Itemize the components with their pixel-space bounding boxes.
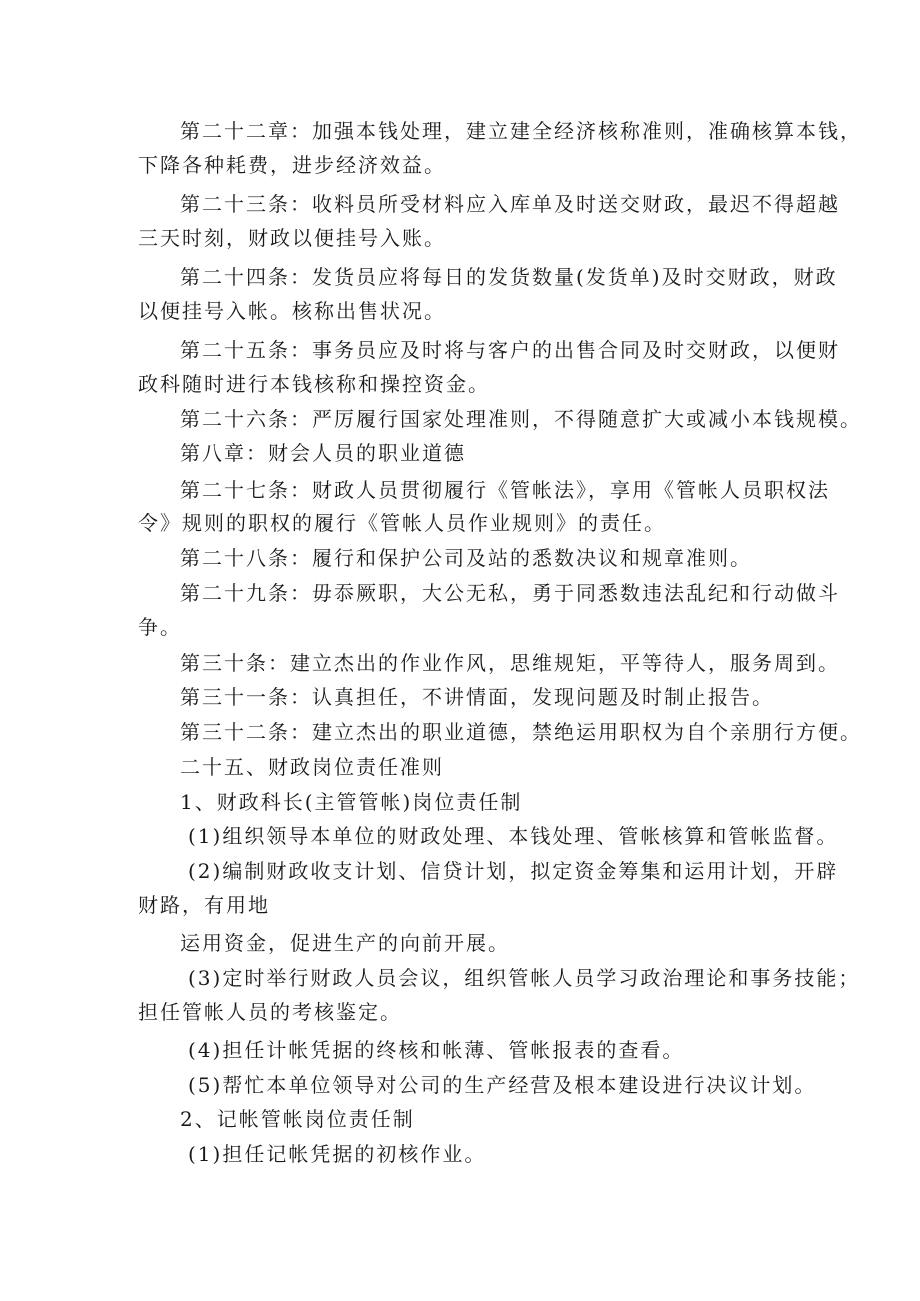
paragraph-line: 令》规则的职权的履行《管帐人员作业规则》的责任。 <box>138 511 666 535</box>
paragraph-line: 运用资金，促进生产的向前开展。 <box>180 931 510 955</box>
paragraph-line: 第二十七条：财政人员贯彻履行《管帐法》，享用《管帐人员职权法 <box>180 478 830 502</box>
paragraph-line: 第二十四条：发货员应将每日的发货数量(发货单)及时交财政，财政 <box>180 265 838 289</box>
paragraph-line: 第二十六条：严厉履行国家处理准则，不得随意扩大或减小本钱规模。 <box>180 407 862 431</box>
paragraph-line: 第三十二条：建立杰出的职业道德，禁绝运用职权为自个亲朋行方便。 <box>180 720 862 744</box>
paragraph-line: 下降各种耗费，进步经济效益。 <box>138 153 446 177</box>
paragraph-line: 第二十五条：事务员应及时将与客户的出售合同及时交财政，以便财 <box>180 338 840 362</box>
list-item: (1)组织领导本单位的财政处理、本钱处理、管帐核算和管帐监督。 <box>188 824 839 848</box>
paragraph-line: 担任管帐人员的考核鉴定。 <box>138 1000 402 1024</box>
subsection-heading: 2、记帐管帐岗位责任制 <box>180 1107 415 1131</box>
list-item: (5)帮忙本单位领导对公司的生产经营及根本建设进行决议计划。 <box>188 1073 817 1097</box>
list-item: (1)担任记帐凭据的初核作业。 <box>188 1142 487 1166</box>
chapter-heading: 第八章：财会人员的职业道德 <box>180 441 466 465</box>
paragraph-line: 第二十三条：收料员所受材料应入库单及时送交财政，最迟不得超越 <box>180 192 840 216</box>
section-heading: 二十五、财政岗位责任准则 <box>180 755 444 779</box>
paragraph-line: 争。 <box>138 615 182 639</box>
paragraph-line: 第三十一条：认真担任，不讲情面，发现问题及时制止报告。 <box>180 685 774 709</box>
subsection-heading: 1、财政科长(主管管帐)岗位责任制 <box>180 790 523 814</box>
paragraph-line: 第二十九条：毋忝厥职，大公无私，勇于同悉数违法乱纪和行动做斗 <box>180 581 840 605</box>
list-item: (3)定时举行财政人员会议，组织管帐人员学习政治理论和事务技能； <box>188 966 861 990</box>
paragraph-line: 第二十八条：履行和保护公司及站的悉数决议和规章准则。 <box>180 546 752 570</box>
list-item: (4)担任计帐凭据的终核和帐薄、管帐报表的查看。 <box>188 1038 685 1062</box>
paragraph-line: 以便挂号入帐。核称出售状况。 <box>138 299 446 323</box>
list-item: (2)编制财政收支计划、信贷计划，拟定资金筹集和运用计划，开辟 <box>188 859 839 883</box>
paragraph-line: 政科随时进行本钱核称和操控资金。 <box>138 372 490 396</box>
paragraph-line: 财路，有用地 <box>138 893 270 917</box>
paragraph-line: 三天时刻，财政以便挂号入账。 <box>138 226 446 250</box>
paragraph-line: 第三十条：建立杰出的作业作风，思维规矩，平等待人，服务周到。 <box>180 651 840 675</box>
paragraph-line: 第二十二章：加强本钱处理，建立建全经济核称准则，准确核算本钱， <box>180 119 862 143</box>
